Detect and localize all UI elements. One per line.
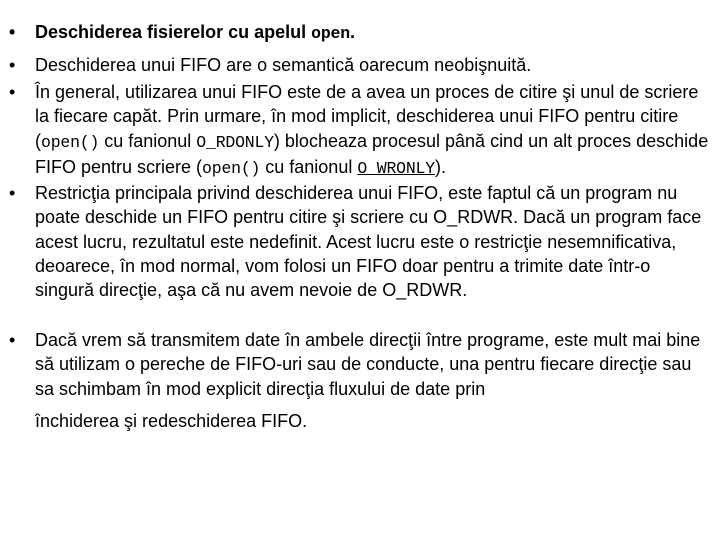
bullet-fifo-semantics: • Deschiderea unui FIFO are o semantică oarecum neobişnuită. [35,53,713,77]
bullet-bidirectional [35,328,713,433]
bullet-3-text-e: ). [434,156,446,177]
bullet-3-text-a: În general, utilizarea unui FIFO este de a avea un proces de citire şi unul de scriere la fiecare capăt. Prin urmare, în mod implicit, deschiderea unui FIFO pentru citire ( [35,82,699,151]
bullet-rdwr-restriction: • Restricţia principala privind deschiderea unui FIFO, este faptul că un program nu poate deschide un FIFO pentru citire şi scriere cu O_RDWR. Dacă un program face acest lucru, rezultatul este nedefinit. Acest lucru este o restricţie nesemnificativa, deoarece, în mod normal, vom folosi un FIFO doar pentru a trimite date într-o singură direcţie, aşa că nu avem nevoie de O_RDWR. [35,181,713,302]
bullet-5-tail: închiderea şi redeschiderea FIFO. [35,410,308,431]
bullet-3-text-c: ) blocheaza procesul până cind un alt proces deschide FIFO pentru scriere ( [35,130,709,177]
bullet-1-text: Deschiderea fisierelor cu apelul [35,22,312,42]
code-open-call-2: open() [202,158,261,178]
bullet-3-text-d: cu fanionul [260,156,358,177]
bullet-fifo-usage [35,80,713,181]
bullet-open-files [35,20,713,46]
code-open: open [311,24,350,43]
code-o-rdonly: O_RDONLY [196,132,274,152]
bullet-3-text-b: cu fanionul [99,130,197,151]
code-o-wronly: O_WRONLY [357,158,435,178]
bullet-5-text: Dacă vrem să transmitem date în ambele direcţii între programe, este mult mai bine să utilizam o pereche de FIFO-uri sau de conducte, una pentru fiecare direcţie sau sa schimbam în mod explicit direcţia fluxului de date prin [35,330,701,399]
bullet-1-end: . [349,22,355,42]
code-open-call-1: open() [41,132,100,152]
